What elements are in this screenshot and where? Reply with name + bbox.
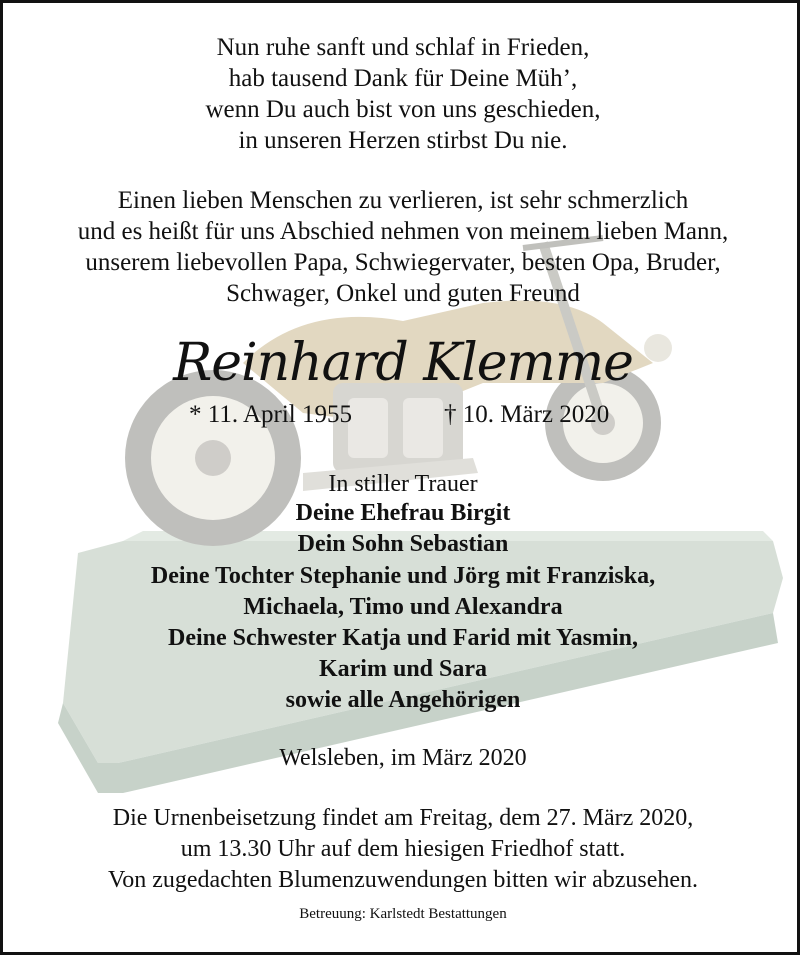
- poem-line: Nun ruhe sanft und schlaf in Frieden,: [216, 34, 590, 61]
- birth-date: * 11. April 1955: [189, 401, 352, 428]
- notice-text: [3, 3, 800, 955]
- funeral-info-line: Von zugedachten Blumenzuwendungen bitten wir abzusehen.: [107, 867, 699, 893]
- intro-line: unserem liebevollen Papa, Schwiegervater, besten Opa, Bruder,: [85, 249, 721, 276]
- mourner-line: Karim und Sara: [318, 656, 488, 682]
- mourner-line: Michaela, Timo und Alexandra: [243, 594, 563, 620]
- intro-line: und es heißt für uns Abschied nehmen von meinem lieben Mann,: [77, 218, 729, 245]
- deceased-name: Reinhard Klemme: [173, 333, 633, 393]
- funeral-info-line: um 13.30 Uhr auf dem hiesigen Friedhof statt.: [180, 836, 626, 862]
- mourner-line: Dein Sohn Sebastian: [297, 531, 509, 557]
- funeral-info-line: Die Urnenbeisetzung findet am Freitag, dem 27. März 2020,: [112, 805, 694, 831]
- poem-line: in unseren Herzen stirbst Du nie.: [238, 127, 568, 154]
- death-date: † 10. März 2020: [444, 401, 610, 428]
- funeral-home-credit: Betreuung: Karlstedt Bestattungen: [299, 906, 507, 922]
- mourner-line: Deine Schwester Katja und Farid mit Yasmin,: [168, 625, 638, 651]
- mourner-line: sowie alle Angehörigen: [285, 687, 521, 713]
- poem-line: hab tausend Dank für Deine Müh’,: [228, 65, 578, 92]
- mourner-line: Deine Tochter Stephanie und Jörg mit Franziska,: [150, 563, 656, 589]
- mourning-heading: In stiller Trauer: [328, 471, 478, 497]
- intro-line: Schwager, Onkel und guten Freund: [226, 280, 580, 307]
- intro-line: Einen lieben Menschen zu verlieren, ist sehr schmerzlich: [117, 187, 689, 214]
- poem-line: wenn Du auch bist von uns geschieden,: [205, 96, 601, 123]
- place-and-date: Welsleben, im März 2020: [279, 745, 527, 771]
- mourner-line: Deine Ehefrau Birgit: [295, 500, 511, 526]
